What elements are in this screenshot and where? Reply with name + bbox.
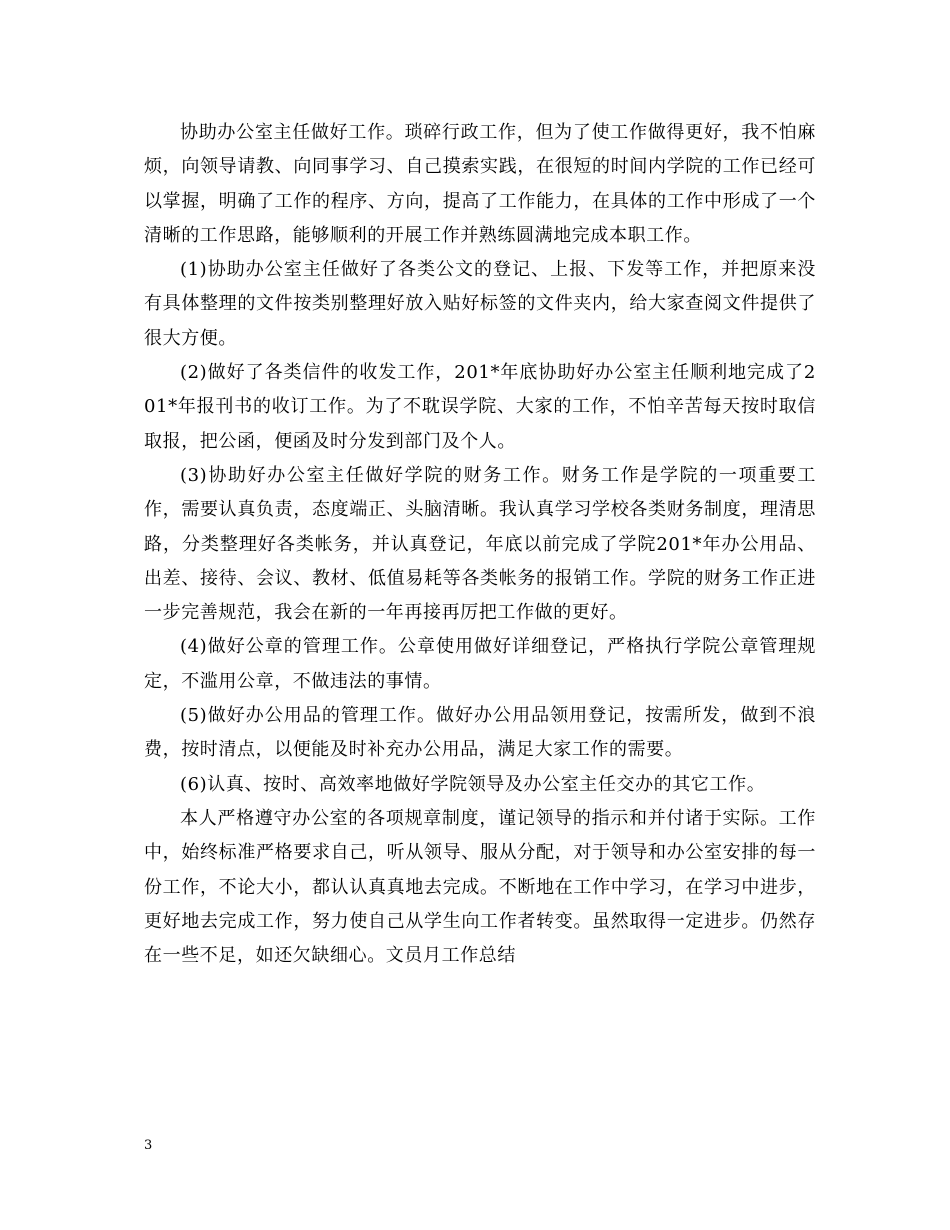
paragraph-item-5: (5)做好办公用品的管理工作。做好办公用品领用登记，按需所发，做到不浪费，按时清点，以便能及时补充办公用品，满足大家工作的需要。	[144, 705, 816, 761]
paragraph-intro: 协助办公室主任做好工作。琐碎行政工作，但为了使工作做得更好，我不怕麻烦，向领导请教、向同事学习、自己摸索实践，在很短的时间内学院的工作已经可以掌握，明确了工作的程序、方向，提高了工作能力，在具体的工作中形成了一个清晰的工作思路，能够顺利的开展工作并熟练圆满地完成本职工作。	[144, 122, 816, 246]
document-body	[144, 116, 816, 973]
paragraph-item-3: (3)协助好办公室主任做好学院的财务工作。财务工作是学院的一项重要工作，需要认真负责，态度端正、头脑清晰。我认真学习学校各类财务制度，理清思路，分类整理好各类帐务，并认真登记，年底以前完成了学院201*年办公用品、出差、接待、会议、教材、低值易耗等各类帐务的报销工作。学院的财务工作正进一步完善规范，我会在新的一年再接再厉把工作做的更好。	[144, 464, 816, 624]
paragraph-conclusion: 本人严格遵守办公室的各项规章制度，谨记领导的指示和并付诸于实际。工作中，始终标准严格要求自己，听从领导、服从分配，对于领导和办公室安排的每一份工作，不论大小，都认认真真地去完成。不断地在工作中学习，在学习中进步，更好地去完成工作，努力使自己从学生向工作者转变。虽然取得一定进步。仍然存在一些不足，如还欠缺细心。文员月工作总结	[144, 807, 816, 967]
paragraph-item-1: (1)协助办公室主任做好了各类公文的登记、上报、下发等工作，并把原来没有具体整理的文件按类别整理好放入贴好标签的文件夹内，给大家查阅文件提供了很大方便。	[144, 259, 816, 349]
paragraph-item-6: (6)认真、按时、高效率地做好学院领导及办公室主任交办的其它工作。	[180, 773, 766, 795]
paragraph-item-4: (4)做好公章的管理工作。公章使用做好详细登记，严格执行学院公章管理规定，不滥用公章，不做违法的事情。	[144, 636, 816, 692]
page-number: 3	[144, 1138, 153, 1153]
paragraph-item-2: (2)做好了各类信件的收发工作，201*年底协助好办公室主任顺利地完成了201*年报刊书的收订工作。为了不耽误学院、大家的工作，不怕辛苦每天按时取信取报，把公函，便函及时分发到部门及个人。	[144, 362, 816, 452]
